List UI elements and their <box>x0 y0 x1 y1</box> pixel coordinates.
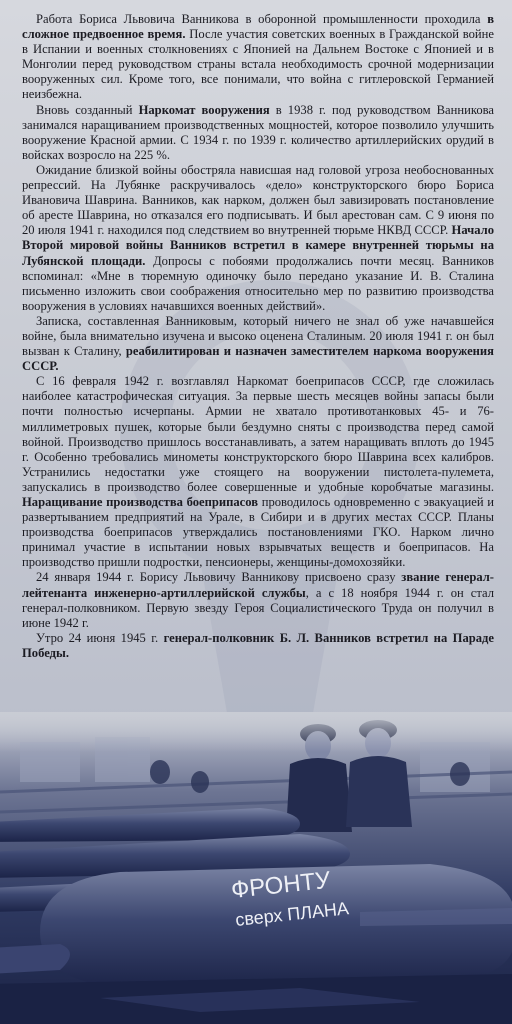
bold-text: звание генерал-лейтенанта инженерно-артиллерийской службы <box>22 570 494 600</box>
paragraph <box>22 631 494 661</box>
text-run: Записка, составленная Ванниковым, который ничего не знал об уже начавшейся войне, была внимательно изучена и высоко оценена Сталиным. 20 июля 1941 г. он был вызван к Сталину, <box>22 313 494 359</box>
text-run: С 16 февраля 1942 г. возглавлял Наркомат боеприпасов СССР, где сложилась наиболее катастрофическая ситуация. За первые шесть месяцев войны запасы были почти полностью исчерпаны. Армии не хватало противотанковых 45- и 76-миллиметровых пушек, которые были бездумно сняты с производства перед самой войной. Производство пришлось восстанавливать, а затем наращивать вплоть до 1945 г. Особенно требовались минометы конструкторского бюро Шаврина всех калибров. Устранились недостатки уже стоящего на вооружении пистолета-пулемета, запускались в производство более совершенные и удобные коробчатые магазины. <box>22 374 494 494</box>
bold-text: реабилитирован и назначен заместителем наркома вооружения СССР. <box>22 344 494 374</box>
text-run: проводилось одновременно с эвакуацией и развертыванием предприятий на Урале, в Сибири и в других местах СССР. Планы производства боеприпасов утверждались постановлениями ГКО. Нарком лично принимал участие в испытании новых взрывчатых веществ и боеприпасов. На производство пришли подростки, пенсионеры, женщины-домохозяйки. <box>22 495 494 570</box>
text-run: , а с 18 ноября 1944 г. он стал генерал-полковником. Первую звезду Героя Социалистического Труда он получил в июне 1942 г. <box>22 585 495 630</box>
text-run: Утро 24 июня 1945 г. <box>36 630 164 645</box>
shell-inscription-line2: сверх ПЛАНА <box>234 898 350 930</box>
factory-photo-image <box>0 712 512 1024</box>
text-run: Вновь созданный <box>36 102 139 117</box>
paragraph <box>22 314 494 374</box>
bold-text: Начало Второй мировой войны Ванников встретил в камере внутренней тюрьмы на Лубянской площади. <box>22 223 494 268</box>
bold-text: генерал-полковник Б. Л. Ванников встретил на Параде Победы. <box>22 630 494 660</box>
text-run: в 1938 г. под руководством Ванникова занимался наращиванием производственных мощностей, которое позволило улучшить вооружение Красной армии. С 1934 г. по 1939 г. количество артиллерийских орудий в войсках возросло на 225 %. <box>22 102 494 162</box>
paragraph <box>22 103 494 163</box>
text-run: После участия советских военных в Гражданской войне в Испании и военных столкновениях с Японией на Дальнем Востоке с Японией и в Монголии перед руководством страны встала необходимость срочной модернизации вооруженных сил. Кроме того, все понимали, что война с гитлеровской Германией неизбежна. <box>22 27 494 102</box>
factory-photo <box>0 712 512 1024</box>
article-text <box>22 12 494 661</box>
paragraph <box>22 374 494 570</box>
paragraph <box>22 570 494 630</box>
paragraph <box>22 163 494 314</box>
text-run: Допросы с побоями продолжались почти месяц. Ванников вспоминал: «Мне в тюремную одиночку было передано указание И. В. Сталина письменно изложить свои соображения относительно мер по развитию производства вооружения в условиях начавшихся военных действий». <box>22 253 494 313</box>
text-run: 24 января 1944 г. Борису Львовичу Ванникову присвоено сразу <box>36 570 402 585</box>
bold-text: в сложное предвоенное время. <box>22 12 494 42</box>
shell-inscription-line1: ФРОНТУ <box>229 866 332 904</box>
text-run: Работа Бориса Львовича Ванникова в оборонной промышленности проходила <box>36 12 488 26</box>
paragraph <box>22 12 494 103</box>
bold-text: Наращивание производства боеприпасов <box>22 495 259 509</box>
bold-text: Наркомат вооружения <box>138 102 270 117</box>
text-run: Ожидание близкой войны обостряла нависшая над головой угроза необоснованных репрессий. На Лубянке раскручивалось «дело» конструкторского бюро Бориса Ивановича Шаврина. Ванников, как нарком, должен был завизировать постановление об аресте Шаврина, но отказался его подписывать. И был арестован сам. С 9 июня по 20 июля 1941 г. находился под следствием во внутренней тюрьме НКВД СССР. <box>22 162 494 238</box>
